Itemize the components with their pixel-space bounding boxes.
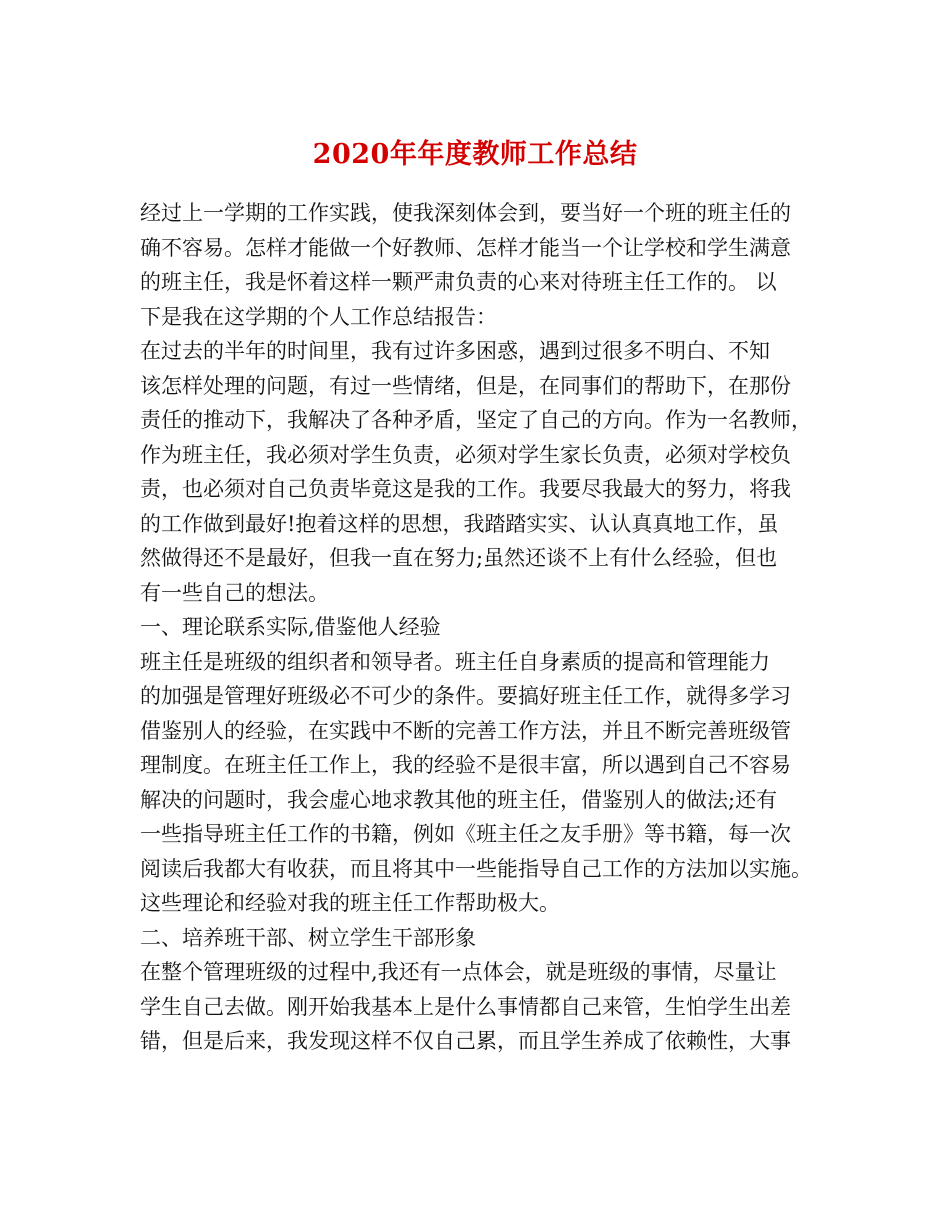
text-line: 确不容易。怎样才能做一个好教师、怎样才能当一个让学校和学生满意 (140, 235, 791, 260)
section-heading: 二、培养班干部、树立学生干部形象 (140, 925, 476, 950)
text-line: 在过去的半年的时间里，我有过许多困惑，遇到过很多不明白、不知 (140, 339, 770, 363)
text-line: 然做得还不是最好，但我一直在努力;虽然还谈不上有什么经验，但也 (140, 546, 778, 570)
text-line: 责，也必须对自己负责毕竟这是我的工作。我要尽我最大的努力，将我 (140, 477, 791, 501)
text-line: 作为班主任，我必须对学生负责，必须对学生家长负责，必须对学校负 (140, 442, 791, 467)
text-line: 一些指导班主任工作的书籍，例如《班主任之友手册》等书籍，每一次 (140, 822, 791, 846)
text-line: 的加强是管理好班级必不可少的条件。要搞好班主任工作，就得多学习 (140, 684, 791, 708)
text-line: 责任的推动下，我解决了各种矛盾，坚定了自己的方向。作为一名教师， (140, 408, 812, 432)
text-line: 的班主任，我是怀着这样一颗严肃负责的心来对待班主任工作的。 以 (140, 270, 777, 294)
text-line: 班主任是班级的组织者和领导者。班主任自身素质的提高和管理能力 (140, 649, 770, 674)
document-title: 2020年年度教师工作总结 (312, 139, 638, 170)
text-line: 这些理论和经验对我的班主任工作帮助极大。 (140, 891, 560, 915)
text-line: 有一些自己的想法。 (140, 580, 329, 605)
text-line: 经过上一学期的工作实践，使我深刻体会到，要当好一个班的班主任的 (140, 201, 791, 225)
text-line: 借鉴别人的经验，在实践中不断的完善工作方法，并且不断完善班级管 (140, 718, 791, 743)
text-line: 错，但是后来，我发现这样不仅自己累，而且学生养成了依赖性，大事 (140, 1029, 791, 1053)
text-line: 理制度。在班主任工作上，我的经验不是很丰富，所以遇到自己不容易 (140, 753, 791, 777)
section-heading: 一、理论联系实际,借鉴他人经验 (140, 615, 441, 639)
text-line: 的工作做到最好!抱着这样的思想，我踏踏实实、认认真真地工作，虽 (140, 511, 779, 536)
text-line: 解决的问题时，我会虚心地求教其他的班主任，借鉴别人的做法;还有 (140, 787, 778, 812)
text-line: 在整个管理班级的过程中,我还有一点体会，就是班级的事情，尽量让 (140, 960, 777, 984)
text-line: 下是我在这学期的个人工作总结报告： (140, 304, 497, 329)
text-line: 学生自己去做。刚开始我基本上是什么事情都自己来管，生怕学生出差 (140, 994, 791, 1019)
text-line: 阅读后我都大有收获，而且将其中一些能指导自己工作的方法加以实施。 (140, 856, 812, 881)
text-line: 该怎样处理的问题，有过一些情绪，但是，在同事们的帮助下，在那份 (140, 373, 791, 398)
document-body (140, 196, 830, 1059)
